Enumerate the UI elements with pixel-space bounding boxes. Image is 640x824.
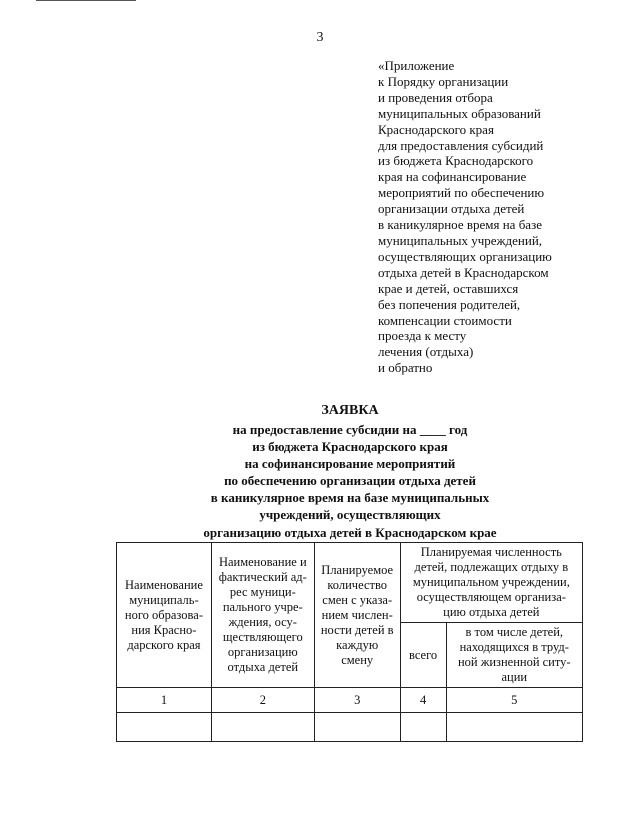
annex-line: из бюджета Краснодарского <box>378 153 534 169</box>
document-title <box>0 402 640 541</box>
empty-cell <box>211 713 314 742</box>
annex-line: осуществляющих организацию <box>378 248 552 264</box>
title-line: по обеспечению организации отдыха детей <box>224 473 476 489</box>
header-text: муниципальном учреждении, <box>412 575 570 589</box>
header-text: Наименование <box>125 577 203 592</box>
header-text: осуществляющем организа- <box>416 590 566 604</box>
annex-line: края на софинансирование <box>378 169 527 185</box>
header-text: Наименование и <box>218 555 307 569</box>
annex-line: отдыха детей в Краснодарском <box>378 264 549 280</box>
column-number: 5 <box>446 688 582 713</box>
header-planned-count <box>400 543 582 623</box>
column-number: 1 <box>117 688 212 713</box>
annex-line: к Порядку организации <box>378 73 509 89</box>
header-institution <box>211 543 314 688</box>
annex-line: и проведения отбора <box>378 89 493 105</box>
header-text: цию отдыха детей <box>443 605 540 619</box>
header-text: ществляющего <box>222 630 303 644</box>
header-text: в том числе детей, <box>465 625 564 639</box>
header-shifts <box>314 543 400 688</box>
application-table <box>116 542 583 742</box>
header-text: пального учре- <box>222 600 303 614</box>
annex-line: «Приложение <box>378 58 455 73</box>
header-text: рес муници- <box>229 585 296 599</box>
header-text: находящихся в труд- <box>459 640 569 654</box>
header-text: смен с указа- <box>322 592 393 607</box>
annex-line: Краснодарского края <box>378 121 494 137</box>
annex-line: муниципальных образований <box>378 105 541 121</box>
header-text: муниципаль- <box>129 592 199 607</box>
header-text: фактический ад- <box>218 570 307 584</box>
title-heading: ЗАЯВКА <box>321 403 379 418</box>
annex-line: и обратно <box>378 360 433 376</box>
header-difficult-situation <box>446 623 582 688</box>
table-header-row <box>117 543 583 623</box>
annex-line: для предоставления субсидий <box>378 137 544 153</box>
column-number: 2 <box>211 688 314 713</box>
header-text: организацию <box>227 645 298 659</box>
header-text: Планируемая численность <box>420 545 562 559</box>
title-line: в каникулярное время на базе муниципальных <box>210 490 490 506</box>
header-text: Планируемое <box>321 562 394 577</box>
header-text: ния Красно- <box>131 622 197 637</box>
column-number: 4 <box>400 688 446 713</box>
header-text: детей, подлежащих отдыху в <box>414 560 569 574</box>
title-line: на софинансирование мероприятий <box>244 456 456 472</box>
header-text: ного образова- <box>124 607 203 622</box>
annex-line: мероприятий по обеспечению <box>378 185 545 201</box>
header-text: ности детей в <box>320 622 394 637</box>
header-text: количество <box>327 577 388 592</box>
header-total: всего <box>400 623 446 688</box>
page-number: 3 <box>316 30 324 45</box>
annex-line: проезда к месту <box>378 328 467 344</box>
header-text: смену <box>341 652 374 667</box>
table-number-row <box>117 688 583 713</box>
title-line: учреждений, осуществляющих <box>259 507 441 523</box>
empty-cell <box>446 713 582 742</box>
annex-line: лечения (отдыха) <box>378 344 474 360</box>
annex-line: компенсации стоимости <box>378 312 512 328</box>
header-text: каждую <box>336 637 379 652</box>
title-line: организацию отдыха детей в Краснодарском крае <box>203 524 497 540</box>
title-line: из бюджета Краснодарского края <box>252 439 448 455</box>
column-number: 3 <box>314 688 400 713</box>
empty-cell <box>400 713 446 742</box>
annex-line: крае и детей, оставшихся <box>378 280 519 296</box>
table-row <box>117 713 583 742</box>
header-text: дарского края <box>127 637 201 652</box>
annex-line: в каникулярное время на базе <box>378 217 542 233</box>
header-text: отдыха детей <box>227 660 299 674</box>
header-municipality <box>117 543 212 688</box>
empty-cell <box>314 713 400 742</box>
annex-line: муниципальных учреждений, <box>378 232 543 248</box>
annex-line: организации отдыха детей <box>378 201 525 217</box>
header-text: ждения, осу- <box>228 615 297 629</box>
header-text: ной жизненной ситу- <box>457 655 571 669</box>
empty-cell <box>117 713 212 742</box>
annex-block <box>378 58 628 376</box>
header-text: ации <box>501 670 528 684</box>
annex-line: без попечения родителей, <box>378 296 521 312</box>
top-rule <box>36 0 136 1</box>
title-line: на предоставление субсидии на ____ год <box>232 422 468 437</box>
header-text: нием числен- <box>321 607 393 622</box>
